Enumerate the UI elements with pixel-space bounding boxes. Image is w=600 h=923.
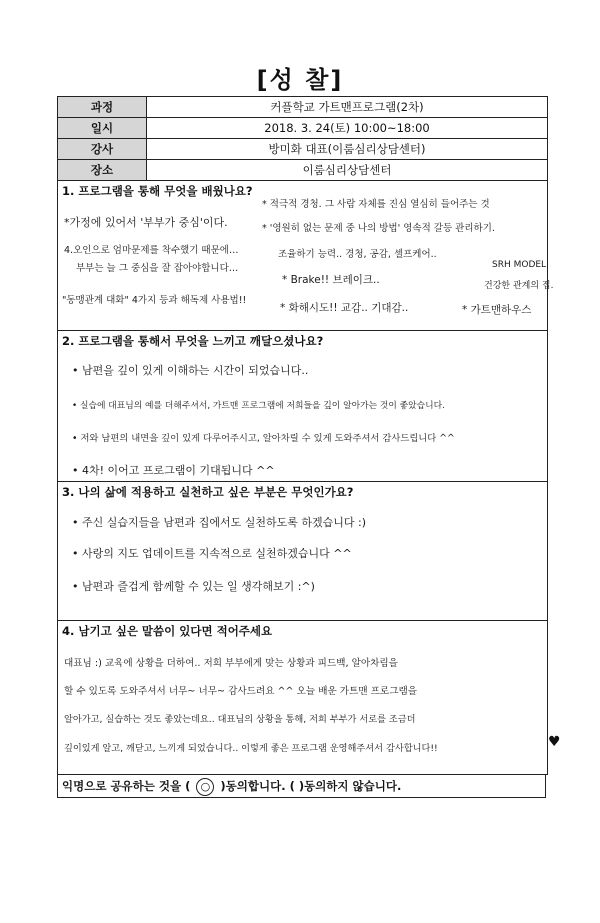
- answer-line: 알아가고, 실습하는 것도 좋았는데요.. 대표님의 상황을 통해, 저희 부부가 서로를 조금더: [64, 714, 416, 725]
- section-2-heading: 2. 프로그램을 통해서 무엇을 느끼고 깨달으셨나요?: [62, 334, 324, 348]
- answer-line: 대표님 :) 교육에 상황을 더하여.. 저희 부부에게 맞는 상황과 피드백, 알아차림을: [64, 658, 398, 669]
- answer-line: • 4차! 이어고 프로그램이 기대됩니다 ^^: [72, 464, 275, 477]
- answer-line: • 실습에 대표님의 예를 더해주셔서, 가트맨 프로그램에 저희들을 깊이 알아가는 것이 좋았습니다.: [72, 401, 445, 411]
- answer-line: *가정에 있어서 '부부가 중심'이다.: [64, 216, 228, 229]
- answer-line: * 가트맨하우스: [462, 304, 532, 316]
- answer-line: 4.오인으로 엄마문제를 착수했기 때문에…: [64, 245, 239, 256]
- consent-suffix: )동의합니다. ( )동의하지 않습니다.: [220, 779, 402, 793]
- answer-line: • 저와 남편의 내면을 깊이 있게 다루어주시고, 알아차릴 수 있게 도와주셔서 감사드립니다 ^^: [72, 433, 455, 444]
- section-3-heading: 3. 나의 삶에 적용하고 실천하고 싶은 부분은 무엇인가요?: [62, 485, 354, 499]
- answer-line: 부부는 늘 그 중심을 잘 잡아야합니다…: [76, 263, 239, 274]
- info-value-date: 2018. 3. 24(토) 10:00~18:00: [147, 118, 548, 139]
- answer-line: * 화해시도!! 교감.. 기대감..: [280, 302, 409, 314]
- consent-prefix: 익명으로 공유하는 것을 (: [62, 779, 191, 793]
- consent-agree-mark[interactable]: ○: [196, 778, 214, 796]
- info-key-place: 장소: [58, 160, 147, 181]
- info-key-date: 일시: [58, 118, 147, 139]
- answer-line: * 적극적 경청. 그 사람 자체를 진심 열심히 들어주는 것: [262, 199, 490, 210]
- answer-line: 할 수 있도록 도와주셔서 너무~ 너무~ 감사드려요 ^^ 오늘 배운 가트맨 프로그램을: [64, 686, 417, 697]
- info-value-course: 커플학교 가트맨프로그램(2차): [147, 97, 548, 118]
- info-value-instructor: 방미화 대표(이룸심리상담센터): [147, 139, 548, 160]
- info-value-place: 이룸심리상담센터: [147, 160, 548, 181]
- info-key-instructor: 강사: [58, 139, 147, 160]
- course-info-table: [57, 96, 548, 181]
- answer-line: 건강한 관계의 집.: [484, 281, 554, 291]
- section-4-heading: 4. 남기고 싶은 말씀이 있다면 적어주세요: [62, 624, 273, 638]
- answer-line: "동맹관계 대화" 4가지 등과 해독제 사용법!!: [62, 295, 247, 306]
- heart-icon: ♥: [548, 734, 561, 750]
- answer-line: • 남편과 즐겁게 함께할 수 있는 일 생각해보기 :^): [72, 580, 315, 593]
- section-1-heading: 1. 프로그램을 통해 무엇을 배웠나요?: [62, 184, 253, 198]
- answer-line: 깊이있게 알고, 깨닫고, 느끼게 되었습니다.. 이렇게 좋은 프로그램 운영해주셔서 감사합니다!!: [64, 743, 438, 754]
- page-title: [성 찰]: [256, 66, 344, 94]
- info-key-course: 과정: [58, 97, 147, 118]
- answer-line: • 남편을 깊이 있게 이해하는 시간이 되었습니다..: [72, 364, 309, 377]
- answer-line: SRH MODEL: [492, 260, 547, 270]
- consent-row: [57, 774, 546, 798]
- answer-line: 조율하기 능력.. 경청, 공감, 셀프케어..: [278, 249, 437, 260]
- answer-line: • 주신 실습지들을 남편과 집에서도 실천하도록 하겠습니다 :): [72, 516, 366, 529]
- answer-line: * '영원히 없는 문제 중 나의 방법' 영속적 갈등 관리하기.: [262, 223, 495, 234]
- answer-line: • 사랑의 지도 업데이트를 지속적으로 실천하겠습니다 ^^: [72, 547, 352, 560]
- answer-line: * Brake!! 브레이크..: [282, 274, 380, 286]
